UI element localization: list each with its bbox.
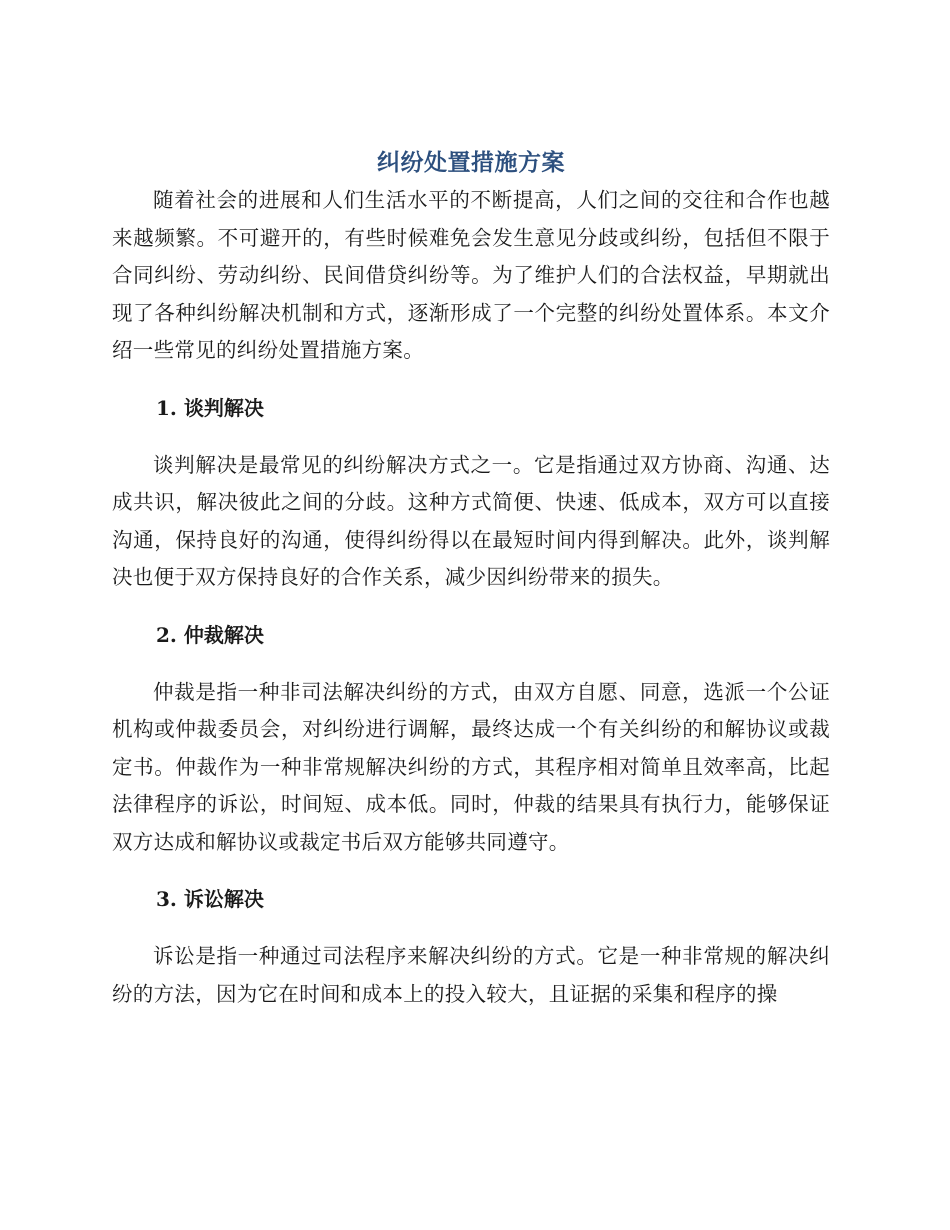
section-body-arbitration: 仲裁是指一种非司法解决纠纷的方式，由双方自愿、同意，选派一个公证机构或仲裁委员会，对纠纷进行调解，最终达成一个有关纠纷的和解协议或裁定书。仲裁作为一种非常规解决纠纷的方式，其程序相对简单且效率高，比起法律程序的诉讼，时间短、成本低。同时，仲裁的结果具有执行力，能够保证双方达成和解协议或裁定书后双方能够共同遵守。 — [112, 679, 830, 854]
intro-paragraph: 随着社会的进展和人们生活水平的不断提高，人们之间的交往和合作也越来越频繁。不可避开的，有些时候难免会发生意见分歧或纠纷，包括但不限于合同纠纷、劳动纠纷、民间借贷纠纷等。为了维护人们的合法权益，早期就出现了各种纠纷解决机制和方式，逐渐形成了一个完整的纠纷处置体系。本文介绍一些常见的纠纷处置措施方案。 — [112, 188, 830, 362]
section-body-litigation: 诉讼是指一种通过司法程序来解决纠纷的方式。它是一种非常规的解决纠纷的方法，因为它在时间和成本上的投入较大，且证据的采集和程序的操 — [112, 944, 830, 1006]
section-heading-litigation: 3. 诉讼解决 — [156, 887, 264, 911]
section-body-negotiation: 谈判解决是最常见的纠纷解决方式之一。它是指通过双方协商、沟通、达成共识，解决彼此之间的分歧。这种方式简便、快速、低成本，双方可以直接沟通，保持良好的沟通，使得纠纷得以在最短时间内得到解决。此外，谈判解决也便于双方保持良好的合作关系，减少因纠纷带来的损失。 — [112, 452, 830, 589]
section-heading-negotiation: 1. 谈判解决 — [156, 395, 264, 420]
document-page — [112, 146, 830, 1013]
document-title: 纠纷处置措施方案 — [377, 150, 565, 176]
section-heading-arbitration: 2. 仲裁解决 — [156, 622, 264, 647]
